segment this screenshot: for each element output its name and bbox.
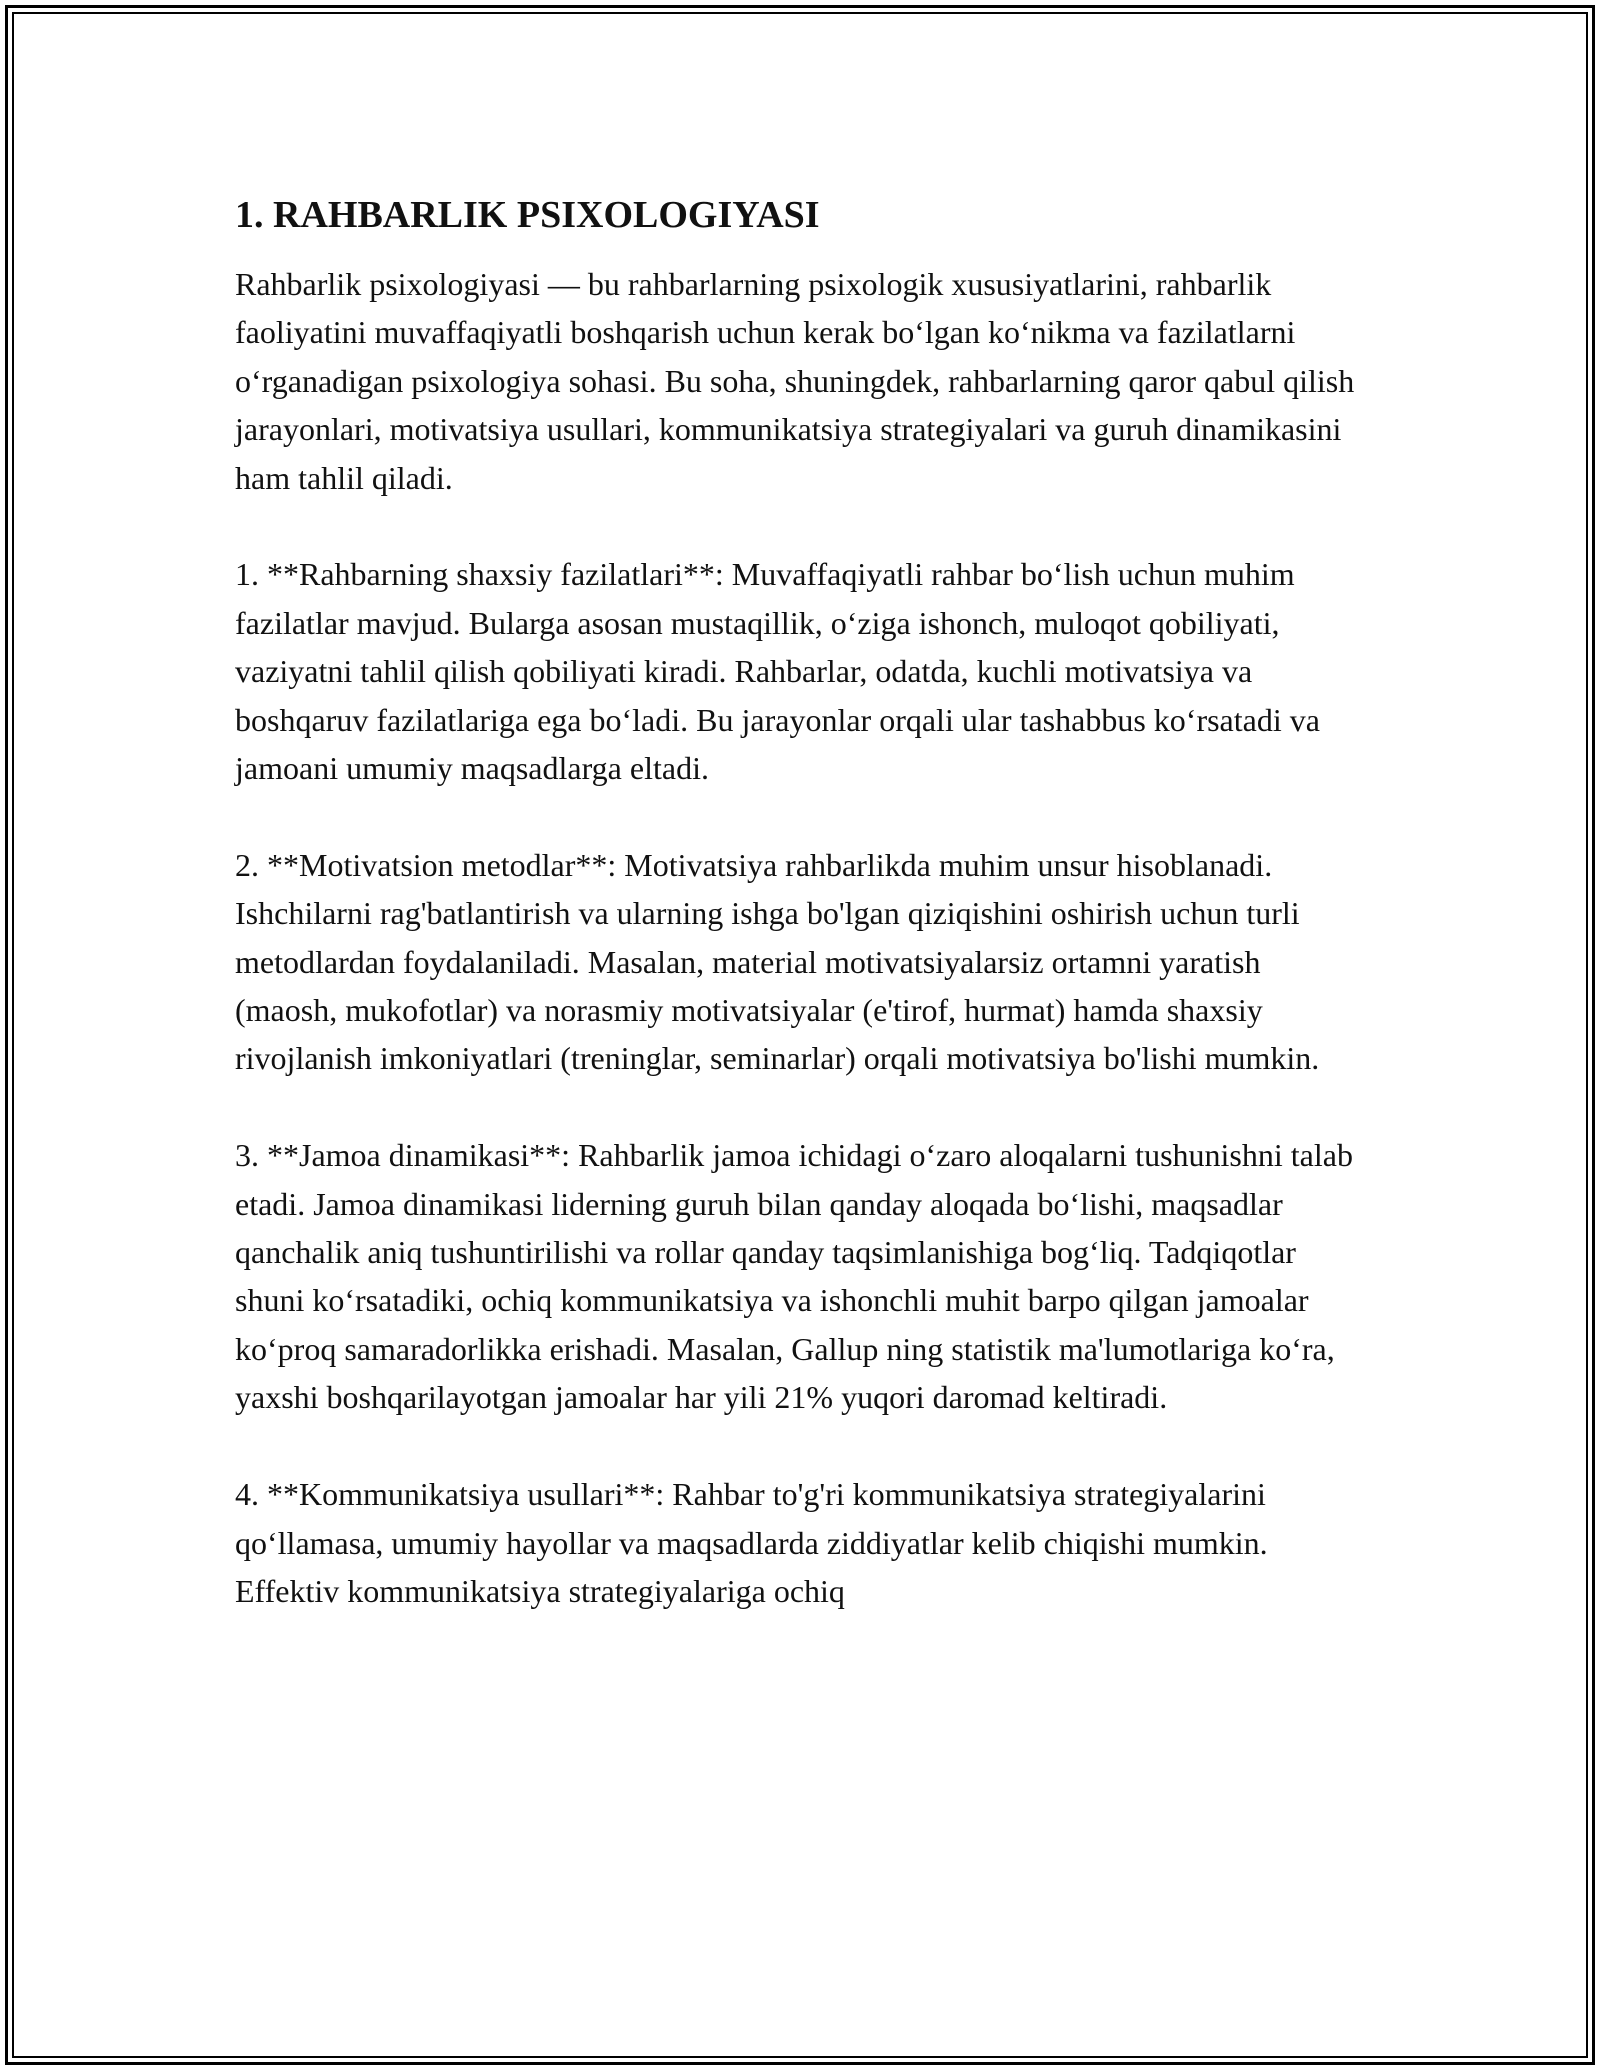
section-4-paragraph: 4. **Kommunikatsiya usullari**: Rahbar to'g'ri kommunikatsiya strategiyalarini qoʻllamasa, umumiy hayollar va maqsadlarda ziddiyatlar kelib chiqishi mumkin. Effektiv kommunikatsiya strategiyalariga ochiq (235, 1476, 1268, 1609)
document-body (235, 190, 1365, 1664)
section-3-paragraph: 3. **Jamoa dinamikasi**: Rahbarlik jamoa ichidagi oʻzaro aloqalarni tushunishni talab etadi. Jamoa dinamikasi liderning guruh bilan qanday aloqada boʻlishi, maqsadlar qanchalik aniq tushuntirilishi va rollar qanday taqsimlanishiga bogʻliq. Tadqiqotlar shuni koʻrsatadiki, ochiq kommunikatsiya va ishonchli muhit barpo qilgan jamoalar koʻproq samaradorlikka erishadi. Masalan, Gallup ning statistik ma'lumotlariga koʻra, yaxshi boshqarilayotgan jamoalar har yili 21% yuqori daromad keltiradi. (235, 1137, 1353, 1416)
section-1-paragraph: 1. **Rahbarning shaxsiy fazilatlari**: Muvaffaqiyatli rahbar boʻlish uchun muhim fazilatlar mavjud. Bularga asosan mustaqillik, oʻziga ishonch, muloqot qobiliyati, vaziyatni tahlil qilish qobiliyati kiradi. Rahbarlar, odatda, kuchli motivatsiya va boshqaruv fazilatlariga ega boʻladi. Bu jarayonlar orqali ular tashabbus koʻrsatadi va jamoani umumiy maqsadlarga eltadi. (235, 556, 1320, 787)
section-2-paragraph: 2. **Motivatsion metodlar**: Motivatsiya rahbarlikda muhim unsur hisoblanadi. Ishchilarni rag'batlantirish va ularning ishga bo'lgan qiziqishini oshirish uchun turli metodlardan foydalaniladi. Masalan, material motivatsiyalarsiz ortamni yaratish (maosh, mukofotlar) va norasmiy motivatsiyalar (e'tirof, hurmat) hamda shaxsiy rivojlanish imkoniyatlari (treninglar, seminarlar) orqali motivatsiya bo'lishi mumkin. (235, 846, 1320, 1077)
intro-paragraph: Rahbarlik psixologiyasi — bu rahbarlarning psixologik xususiyatlarini, rahbarlik faoliyatini muvaffaqiyatli boshqarish uchun kerak boʻlgan koʻnikma va fazilatlarni oʻrganadigan psixologiya sohasi. Bu soha, shuningdek, rahbarlarning qaror qabul qilish jarayonlari, motivatsiya usullari, kommunikatsiya strategiyalari va guruh dinamikasini ham tahlil qiladi. (235, 266, 1355, 496)
document-title: 1. RAHBARLIK PSIXOLOGIYASI (235, 194, 820, 236)
